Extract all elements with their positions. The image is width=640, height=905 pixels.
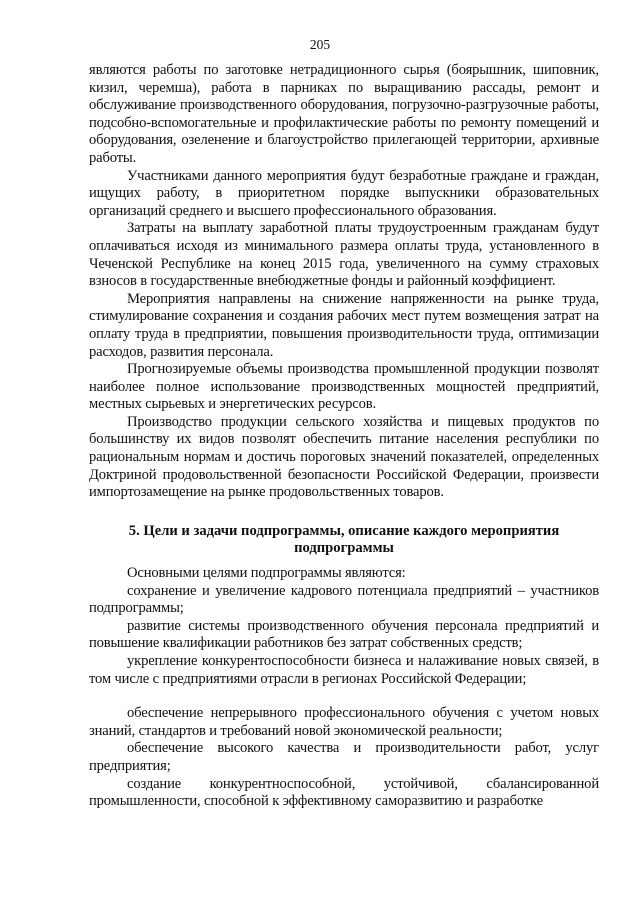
section-heading-line-1: 5. Цели и задачи подпрограммы, описание каждого мероприятия bbox=[128, 522, 560, 539]
blank-line bbox=[89, 688, 599, 705]
goal-item: сохранение и увеличение кадрового потенциала предприятий – участников подпрограммы; bbox=[89, 582, 599, 617]
page-number: 205 bbox=[309, 37, 331, 52]
paragraph-agriculture: Производство продукции сельского хозяйства и пищевых продуктов по большинству их видов позволят обеспечить питание населения республики по рациональным нормам и достичь пороговых значений показателей, определенных Доктриной продовольственной безопасности Российской Федерации, произвести импортозамещение на рынке продовольственных товаров. bbox=[89, 413, 599, 501]
paragraph-production-forecast: Прогнозируемые объемы производства промышленной продукции позволят наиболее полное использование производственных мощностей предприятий, местных сырьевых и энергетических ресурсов. bbox=[89, 361, 599, 413]
goal-item: развитие системы производственного обучения персонала предприятий и повышение квалификации работников без затрат собственных средств; bbox=[89, 617, 599, 652]
section-heading bbox=[89, 523, 599, 558]
paragraph-participants: Участниками данного мероприятия будут безработные граждане и граждан, ищущих работу, в приоритетном порядке выпускники образовательных организаций среднего и высшего профессионального образования. bbox=[89, 167, 599, 219]
paragraph-measures-aim: Мероприятия направлены на снижение напряженности на рынке труда, стимулирование сохранения и создания рабочих мест путем возмещения затрат на оплату труда в предприятии, повышения производительности труда, оптимизации расходов, развития персонала. bbox=[89, 290, 599, 360]
paragraph-continued: являются работы по заготовке нетрадиционного сырья (боярышник, шиповник, кизил, черемша), работа в парниках по выращиванию рассады, ремонт и обслуживание производственного оборудования, погрузочно-разгрузочные работы, подсобно-вспомогательные и профилактические работы по ремонту помещений и оборудования, озеленение и благоустройство прилегающей территории, архивные работы. bbox=[89, 62, 599, 166]
section-heading-line-2: подпрограммы bbox=[294, 540, 394, 557]
task-item: обеспечение высокого качества и производительности работ, услуг предприятия; bbox=[89, 740, 599, 774]
page-content bbox=[89, 62, 599, 811]
task-item: создание конкурентноспособной, устойчивой, сбалансированной промышленности, способной к эффективному саморазвитию и разработке bbox=[89, 775, 599, 810]
goals-intro: Основными целями подпрограммы являются: bbox=[127, 565, 406, 582]
goal-item: укрепление конкурентоспособности бизнеса и налаживание новых связей, в том числе с предприятиями отрасли в регионах Российской Федерации; bbox=[89, 653, 599, 687]
task-item: обеспечение непрерывного профессионального обучения с учетом новых знаний, стандартов и требований новой экономической реальности; bbox=[89, 705, 599, 739]
paragraph-wage-costs: Затраты на выплату заработной платы трудоустроенным гражданам будут оплачиваться исходя из минимального размера оплаты труда, установленного в Чеченской Республике на конец 2015 года, увеличенного на сумму страховых взносов в государственные внебюджетные фонды и районный коэффициент. bbox=[89, 220, 599, 290]
